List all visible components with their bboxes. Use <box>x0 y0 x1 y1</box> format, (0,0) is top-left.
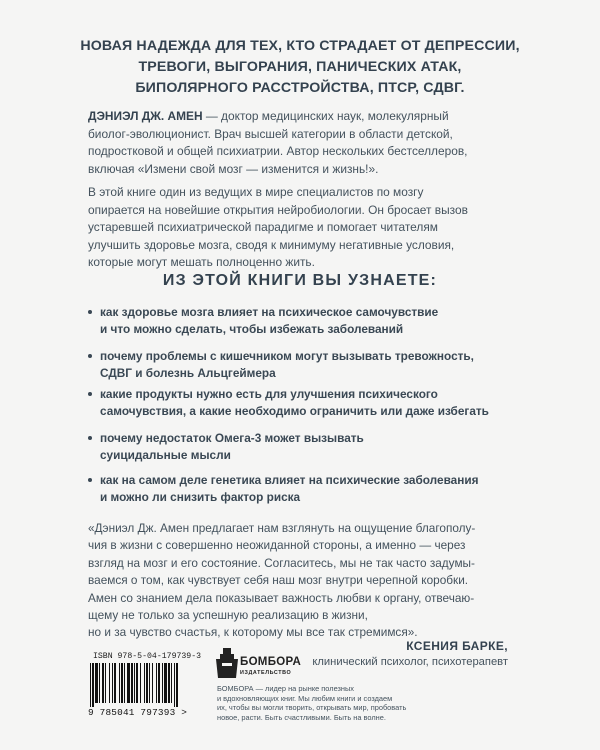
quote-line: взгляд на мозг и его состояние. Согласитесь, мы не так часто задумы- <box>88 555 475 570</box>
headline-line: ТРЕВОГИ, ВЫГОРАНИЯ, ПАНИЧЕСКИХ АТАК, <box>138 59 462 75</box>
bullet-line: какие продукты нужно есть для улучшения психического <box>100 387 438 401</box>
isbn-label: ISBN 978-5-04-179739-3 <box>92 652 202 661</box>
author-bio-text: — доктор медицинских наук, молекулярный <box>202 109 449 123</box>
bullet-line: СДВГ и болезнь Альцгеймера <box>100 366 276 380</box>
bullet-dot-icon <box>88 310 92 314</box>
bullet-dot-icon <box>88 354 92 358</box>
author-bio-line: биолог-эволюционист. Врач высшей категории в области детской, <box>88 126 453 141</box>
intro-paragraph <box>88 184 518 272</box>
quote-line: Амен со знанием дела показывает важность любви к органу, отвечаю- <box>88 590 475 605</box>
publisher-name: БОМБОРА <box>240 656 302 668</box>
bullet-line: как на самом деле генетика влияет на психические заболевания <box>100 473 479 487</box>
quote-author-role: клинический психолог, психотерапевт <box>312 656 508 668</box>
learn-title: ИЗ ЭТОЙ КНИГИ ВЫ УЗНАЕТЕ: <box>162 272 438 289</box>
bullet-line: почему проблемы с кишечником могут вызывать тревожность, <box>100 349 474 363</box>
publisher-sub: ИЗДАТЕЛЬСТВО <box>240 670 292 676</box>
intro-line: устаревшей психиатрической парадигме и помогает читателям <box>88 220 438 235</box>
headline-line: БИПОЛЯРНОГО РАССТРОЙСТВА, ПТСР, СДВГ. <box>135 80 465 96</box>
intro-line: которые могут мешать полноценно жить. <box>88 255 315 270</box>
quote-line: «Дэниэл Дж. Амен предлагает нам взглянуть на ощущение благополу- <box>88 521 476 535</box>
bullet-line: как здоровье мозга влияет на психическое самочувствие <box>100 305 439 319</box>
bullet-dot-icon <box>88 392 92 396</box>
quote-line: но и за чувство счастья, к которому мы все так стремимся». <box>88 625 418 640</box>
bullet-line: и можно ли снизить фактор риска <box>100 490 301 504</box>
publisher-note-line: и вдохновляющих книг. Мы любим книги и создаем <box>217 693 393 703</box>
intro-line: улучшить здоровье мозга, сводя к минимуму негативные условия, <box>88 237 455 252</box>
quote-author-name: КСЕНИЯ БАРКЕ, <box>406 639 508 653</box>
bullet-line: суицидальные мысли <box>100 448 231 462</box>
bullet-dot-icon <box>88 478 92 482</box>
bullet-line: и что можно сделать, чтобы избежать заболеваний <box>100 322 404 336</box>
publisher-logo <box>216 648 302 678</box>
review-quote <box>88 520 528 642</box>
publisher-note <box>217 684 517 722</box>
author-bio-line: подростковой и общей психиатрии. Автор нескольких бестселлеров, <box>88 144 468 159</box>
headline <box>70 36 530 99</box>
quote-line: щему не только за успешную реализацию в жизни, <box>88 608 368 623</box>
publisher-note-line: новое, расти. Быть счастливыми. Быть на волне. <box>217 712 386 722</box>
intro-line: опирается на новейшие открытия нейробиологии. Он бросает вызов <box>88 202 468 217</box>
bullet-dot-icon <box>88 436 92 440</box>
bombora-logo-icon <box>216 648 238 678</box>
barcode-bars-icon <box>88 663 206 707</box>
intro-line: В этой книге один из ведущих в мире специалистов по мозгу <box>88 185 424 199</box>
barcode <box>88 652 206 718</box>
bullet-line: самочувствия, а какие необходимо ограничить или даже избегать <box>100 404 489 418</box>
headline-line: НОВАЯ НАДЕЖДА ДЛЯ ТЕХ, КТО СТРАДАЕТ ОТ ДЕПРЕССИИ, <box>80 38 520 54</box>
author-bio-line: включая «Измени свой мозг — изменится и жизнь!». <box>88 161 379 176</box>
author-bio <box>88 108 518 178</box>
author-bio-name: ДЭНИЭЛ ДЖ. АМЕН <box>88 109 203 123</box>
publisher-note-line: БОМБОРА — лидер на рынке полезных <box>217 684 354 693</box>
quote-line: ваемся о том, как чувствует себя наш мозг внутри черепной коробки. <box>88 573 469 588</box>
bullet-line: почему недостаток Омега-3 может вызывать <box>100 431 364 445</box>
publisher-note-line: их, чтобы вы могли творить, открывать мир, пробовать <box>217 703 407 713</box>
barcode-digits: 9 785041 797393 > <box>88 707 188 718</box>
quote-line: чия в жизни с совершенно неожиданной стороны, а именно — через <box>88 538 466 553</box>
